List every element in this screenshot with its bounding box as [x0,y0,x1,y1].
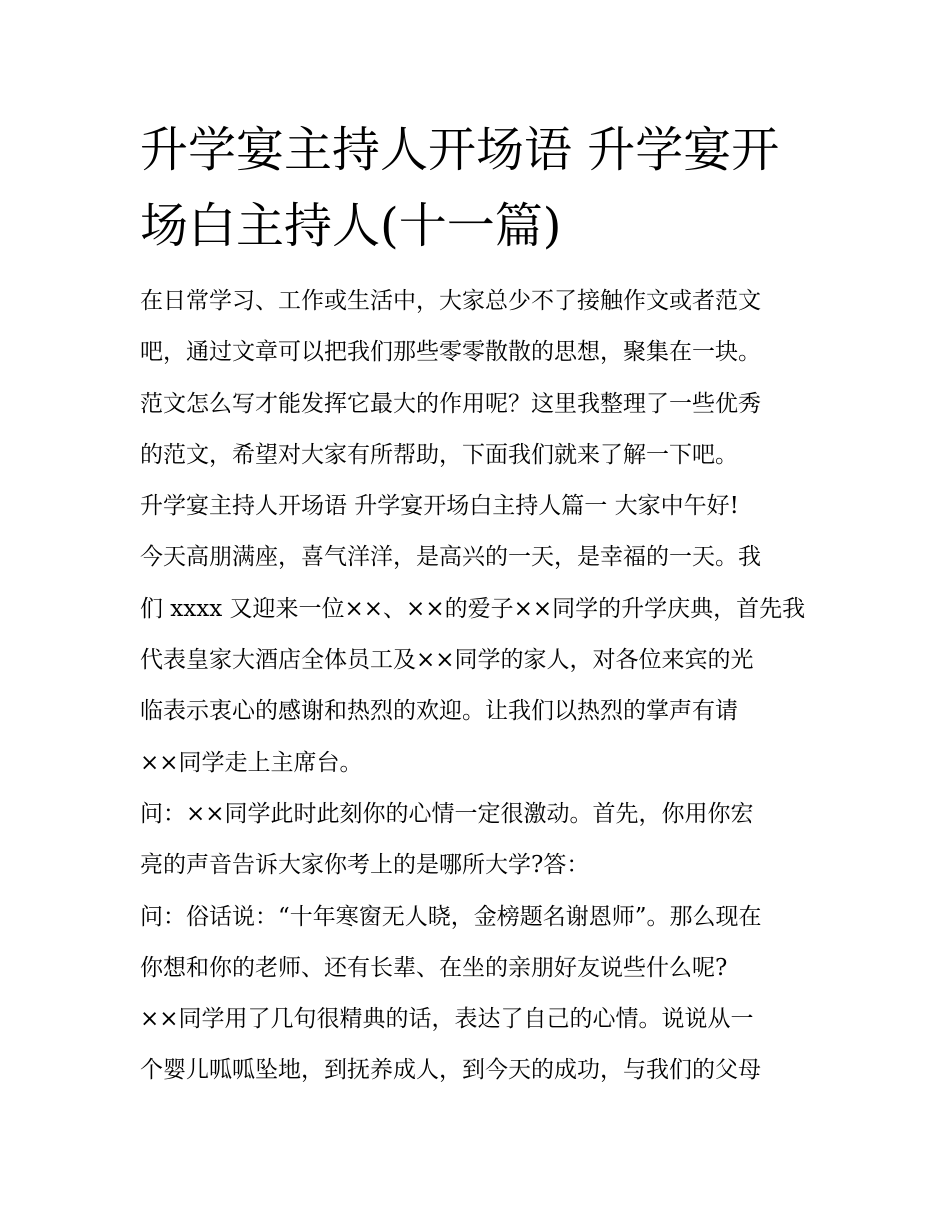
document-title [140,112,820,264]
body-line: ××同学走上主席台。 [140,749,363,776]
body-line: 你想和你的老师、还有长辈、在坐的亲朋好友说些什么呢? [140,954,728,981]
body-line: 代表皇家大酒店全体员工及××同学的家人，对各位来宾的光 [140,647,754,674]
body-line: 亮的声音告诉大家你考上的是哪所大学?答： [140,852,590,879]
body-line: 在日常学习、工作或生活中，大家总少不了接触作文或者范文 [140,288,761,314]
body-line: 临表示衷心的感谢和热烈的欢迎。让我们以热烈的掌声有请 [140,698,738,725]
document-body [140,278,820,1099]
body-line: 今天高朋满座，喜气洋洋，是高兴的一天，是幸福的一天。我 [140,544,761,571]
body-line: 们 xxxx 又迎来一位××、××的爱子××同学的升学庆典，首先我 [140,595,806,622]
body-line: 个婴儿呱呱坠地，到抚养成人，到今天的成功，与我们的父母 [140,1057,761,1084]
body-line: 升学宴主持人开场语 升学宴开场白主持人篇一 大家中午好! [140,493,739,520]
title-line: 升学宴主持人开场语 升学宴开 [140,122,780,178]
body-line: 问：俗话说：“十年寒窗无人晓，金榜题名谢恩师”。那么现在 [140,903,762,930]
title-line: 场白主持人(十一篇) [140,198,562,254]
body-line: ××同学用了几句很精典的话，表达了自己的心情。说说从一 [140,1006,754,1033]
body-line: 范文怎么写才能发挥它最大的作用呢？这里我整理了一些优秀 [140,390,761,417]
body-line: 的范文，希望对大家有所帮助，下面我们就来了解一下吧。 [140,441,738,468]
body-line: 吧，通过文章可以把我们那些零零散散的思想，聚集在一块。 [140,339,761,366]
body-line: 问：××同学此时此刻你的心情一定很激动。首先，你用你宏 [140,800,754,827]
